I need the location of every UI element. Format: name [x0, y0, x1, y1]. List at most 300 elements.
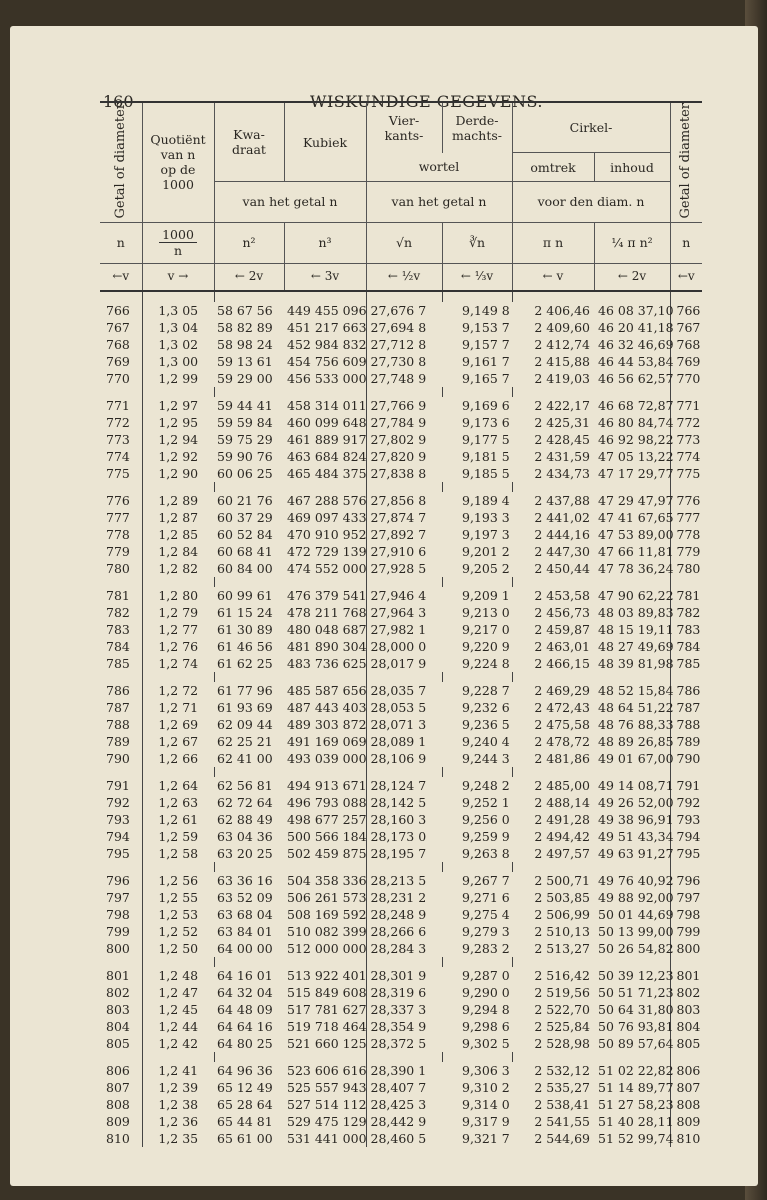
cell-omtrek: 2 409,60 [534, 319, 590, 335]
group-spacer [100, 862, 702, 872]
cell-sqrt: 28,301 9 [370, 967, 427, 983]
cell-kubiek: 512 000 000 [284, 940, 366, 957]
cell-inhoud: 51 40 28,11 [594, 1113, 670, 1130]
cell-omtrek: 2 466,15 [534, 655, 590, 671]
cell-kubiek: 451 217 663 [284, 319, 366, 336]
cell-n: 799 [106, 923, 130, 939]
cell-n: 777 [106, 509, 130, 525]
cell-omtrek: 2 453,58 [534, 587, 590, 603]
cell-cbrt: 9,213 0 [462, 604, 510, 620]
cell-cbrt: 9,298 6 [462, 1018, 510, 1034]
table-row [100, 906, 702, 923]
cell-cbrt: 9,236 5 [462, 716, 510, 732]
cell-inhoud: 49 01 67,00 [594, 750, 670, 767]
cell-inhoud: 50 64 31,80 [594, 1001, 670, 1018]
cell-omtrek: 2 541,55 [534, 1113, 590, 1129]
header-cirkel: Cirkel- [512, 102, 670, 153]
header-omtrek: omtrek [512, 153, 594, 182]
cell-quotient: 1,2 97 [142, 397, 214, 414]
header-inhoud: inhoud [594, 153, 670, 182]
table-row [100, 828, 702, 845]
cell-quotient: 1,2 94 [142, 431, 214, 448]
table-row [100, 492, 702, 509]
cell-kwadraat: 64 64 16 [217, 1018, 273, 1034]
cell-quotient: 1,2 44 [142, 1018, 214, 1035]
cell-quotient: 1,2 42 [142, 1035, 214, 1052]
cell-n-right: 787 [670, 699, 702, 716]
cell-n-right: 772 [670, 414, 702, 431]
cell-n: 767 [106, 319, 130, 335]
cell-quotient: 1,2 35 [142, 1130, 214, 1147]
cell-n-right: 786 [670, 682, 702, 699]
cell-n-right: 781 [670, 587, 702, 604]
cell-cbrt: 9,240 4 [462, 733, 510, 749]
cell-sqrt: 28,442 9 [370, 1113, 427, 1129]
cell-n-right: 773 [670, 431, 702, 448]
cell-sqrt: 28,017 9 [370, 655, 427, 671]
sym-n3: n³ [284, 222, 366, 263]
cell-n-right: 782 [670, 604, 702, 621]
cell-sqrt: 28,337 3 [370, 1001, 427, 1017]
cell-cbrt: 9,177 5 [462, 431, 510, 447]
cell-sqrt: 28,173 0 [370, 828, 427, 844]
cell-sqrt: 28,425 3 [370, 1096, 427, 1112]
cell-n: 802 [106, 984, 130, 1000]
cell-cbrt: 9,220 9 [462, 638, 510, 654]
cell-omtrek: 2 415,88 [534, 353, 590, 369]
cell-kwadraat: 60 37 29 [217, 509, 273, 525]
cell-cbrt: 9,275 4 [462, 906, 510, 922]
cell-omtrek: 2 519,56 [534, 984, 590, 1000]
table-row [100, 1001, 702, 1018]
cell-sqrt: 28,231 2 [370, 889, 427, 905]
cell-n: 797 [106, 889, 130, 905]
cell-omtrek: 2 491,28 [534, 811, 590, 827]
cell-n: 798 [106, 906, 130, 922]
cell-kubiek: 476 379 541 [284, 587, 366, 604]
cell-quotient: 1,2 66 [142, 750, 214, 767]
cell-n-right: 766 [670, 302, 702, 319]
sym-pi-n: π n [512, 222, 594, 263]
cell-inhoud: 50 26 54,82 [594, 940, 670, 957]
cell-n-right: 791 [670, 777, 702, 794]
cell-kubiek: 452 984 832 [284, 336, 366, 353]
cell-quotient: 1,2 92 [142, 448, 214, 465]
cell-n: 773 [106, 431, 130, 447]
cell-kubiek: 485 587 656 [284, 682, 366, 699]
cell-cbrt: 9,283 2 [462, 940, 510, 956]
cell-n-right: 803 [670, 1001, 702, 1018]
cell-n: 785 [106, 655, 130, 671]
arrow-3: ← 2v [214, 263, 284, 291]
cell-n: 774 [106, 448, 130, 464]
cell-n: 771 [106, 397, 130, 413]
cell-cbrt: 9,244 3 [462, 750, 510, 766]
cell-cbrt: 9,267 7 [462, 872, 510, 888]
arrow-5: ← ½v [366, 263, 442, 291]
cell-kubiek: 483 736 625 [284, 655, 366, 672]
table-row [100, 984, 702, 1001]
cell-kwadraat: 65 28 64 [217, 1096, 273, 1112]
cell-sqrt: 28,124 7 [370, 777, 427, 793]
cell-kubiek: 519 718 464 [284, 1018, 366, 1035]
cell-kubiek: 529 475 129 [284, 1113, 366, 1130]
cell-quotient: 1,2 95 [142, 414, 214, 431]
arrow-6: ← ⅓v [442, 263, 512, 291]
cell-n: 788 [106, 716, 130, 732]
group-spacer [100, 577, 702, 587]
cell-inhoud: 51 02 22,82 [594, 1062, 670, 1079]
cell-inhoud: 49 51 43,34 [594, 828, 670, 845]
cell-cbrt: 9,165 7 [462, 370, 510, 386]
cell-inhoud: 51 27 58,23 [594, 1096, 670, 1113]
table-row [100, 414, 702, 431]
table-row [100, 811, 702, 828]
table-row [100, 1018, 702, 1035]
table-row [100, 777, 702, 794]
cell-quotient: 1,2 48 [142, 967, 214, 984]
cell-kubiek: 472 729 139 [284, 543, 366, 560]
cell-sqrt: 28,266 6 [370, 923, 427, 939]
table-row [100, 655, 702, 672]
cell-omtrek: 2 522,70 [534, 1001, 590, 1017]
cell-cbrt: 9,263 8 [462, 845, 510, 861]
group-spacer [100, 957, 702, 967]
cell-sqrt: 28,407 7 [370, 1079, 427, 1095]
group-spacer [100, 482, 702, 492]
cell-quotient: 1,2 63 [142, 794, 214, 811]
cell-sqrt: 27,676 7 [370, 302, 427, 318]
cell-omtrek: 2 447,30 [534, 543, 590, 559]
cell-kwadraat: 60 52 84 [217, 526, 273, 542]
cell-sqrt: 27,784 9 [370, 414, 427, 430]
cell-kubiek: 513 922 401 [284, 967, 366, 984]
cell-kubiek: 470 910 952 [284, 526, 366, 543]
cell-n-right: 768 [670, 336, 702, 353]
table-row [100, 1130, 702, 1147]
cell-kwadraat: 62 09 44 [217, 716, 273, 732]
header-quotient: Quotiënt van n op de 1000 [142, 102, 214, 222]
cell-n-right: 801 [670, 967, 702, 984]
sym-n: n [100, 222, 142, 263]
cell-sqrt: 27,802 9 [370, 431, 427, 447]
cell-cbrt: 9,224 8 [462, 655, 510, 671]
cell-n: 806 [106, 1062, 130, 1078]
table-body [100, 291, 702, 1147]
cell-quotient: 1,3 02 [142, 336, 214, 353]
cell-quotient: 1,2 89 [142, 492, 214, 509]
cell-cbrt: 9,290 0 [462, 984, 510, 1000]
cell-n-right: 796 [670, 872, 702, 889]
cell-cbrt: 9,189 4 [462, 492, 510, 508]
table-row [100, 682, 702, 699]
header-van-het-getal-2: van het getal n [366, 182, 512, 222]
arrow-1: ←v [100, 263, 142, 291]
cell-n: 775 [106, 465, 130, 481]
cell-n-right: 780 [670, 560, 702, 577]
cell-kwadraat: 61 77 96 [217, 682, 273, 698]
cell-quotient: 1,2 45 [142, 1001, 214, 1018]
cell-kubiek: 493 039 000 [284, 750, 366, 767]
cell-cbrt: 9,321 7 [462, 1130, 510, 1146]
cell-n: 776 [106, 492, 130, 508]
cell-sqrt: 28,195 7 [370, 845, 427, 861]
cell-n: 807 [106, 1079, 130, 1095]
cell-n-right: 769 [670, 353, 702, 370]
sym-sqrt: √n [366, 222, 442, 263]
header-kubiek: Kubiek [284, 102, 366, 182]
cell-cbrt: 9,314 0 [462, 1096, 510, 1112]
cell-omtrek: 2 469,29 [534, 682, 590, 698]
table-row [100, 319, 702, 336]
cell-n: 779 [106, 543, 130, 559]
cell-cbrt: 9,252 1 [462, 794, 510, 810]
cell-quotient: 1,2 58 [142, 845, 214, 862]
cell-kubiek: 531 441 000 [284, 1130, 366, 1147]
arrow-8: ← 2v [594, 263, 670, 291]
table-row [100, 397, 702, 414]
cell-sqrt: 28,354 9 [370, 1018, 427, 1034]
cell-cbrt: 9,248 2 [462, 777, 510, 793]
cell-kubiek: 515 849 608 [284, 984, 366, 1001]
cell-kwadraat: 59 29 00 [217, 370, 273, 386]
cell-kwadraat: 61 93 69 [217, 699, 273, 715]
cell-quotient: 1,2 99 [142, 370, 214, 387]
cell-n-right: 770 [670, 370, 702, 387]
cell-quotient: 1,3 05 [142, 302, 214, 319]
cell-n: 789 [106, 733, 130, 749]
cell-n-right: 776 [670, 492, 702, 509]
cell-omtrek: 2 497,57 [534, 845, 590, 861]
cell-omtrek: 2 428,45 [534, 431, 590, 447]
cell-quotient: 1,2 84 [142, 543, 214, 560]
cell-n: 766 [106, 302, 130, 318]
cell-omtrek: 2 500,71 [534, 872, 590, 888]
cell-kubiek: 517 781 627 [284, 1001, 366, 1018]
cell-sqrt: 28,213 5 [370, 872, 427, 888]
cell-cbrt: 9,310 2 [462, 1079, 510, 1095]
cell-inhoud: 50 89 57,64 [594, 1035, 670, 1052]
cell-cbrt: 9,205 2 [462, 560, 510, 576]
cell-kubiek: 523 606 616 [284, 1062, 366, 1079]
cell-kubiek: 449 455 096 [284, 302, 366, 319]
cell-inhoud: 47 90 62,22 [594, 587, 670, 604]
page-number: 160 [103, 92, 134, 111]
cell-inhoud: 49 14 08,71 [594, 777, 670, 794]
cell-kwadraat: 64 48 09 [217, 1001, 273, 1017]
cell-n-right: 775 [670, 465, 702, 482]
arrow-2: v → [142, 263, 214, 291]
cell-cbrt: 9,173 6 [462, 414, 510, 430]
cell-omtrek: 2 535,27 [534, 1079, 590, 1095]
cell-kwadraat: 60 06 25 [217, 465, 273, 481]
cell-n-right: 807 [670, 1079, 702, 1096]
table-row [100, 1079, 702, 1096]
cell-omtrek: 2 485,00 [534, 777, 590, 793]
group-spacer [100, 291, 702, 302]
cell-quotient: 1,2 55 [142, 889, 214, 906]
cell-quotient: 1,2 41 [142, 1062, 214, 1079]
header-voor-den-diam: voor den diam. n [512, 182, 670, 222]
table-row [100, 509, 702, 526]
cell-quotient: 1,2 38 [142, 1096, 214, 1113]
cell-sqrt: 27,766 9 [370, 397, 427, 413]
table-row [100, 604, 702, 621]
cell-n-right: 788 [670, 716, 702, 733]
cell-n: 772 [106, 414, 130, 430]
cell-inhoud: 46 32 46,69 [594, 336, 670, 353]
cell-omtrek: 2 419,03 [534, 370, 590, 386]
cell-quotient: 1,2 50 [142, 940, 214, 957]
cell-kubiek: 521 660 125 [284, 1035, 366, 1052]
cell-kubiek: 525 557 943 [284, 1079, 366, 1096]
cell-kubiek: 478 211 768 [284, 604, 366, 621]
cell-inhoud: 46 68 72,87 [594, 397, 670, 414]
cell-cbrt: 9,259 9 [462, 828, 510, 844]
header-van-het-getal-1: van het getal n [214, 182, 366, 222]
cell-kwadraat: 62 41 00 [217, 750, 273, 766]
cell-inhoud: 47 53 89,00 [594, 526, 670, 543]
running-head: WISKUNDIGE GEGEVENS. [310, 92, 543, 111]
cell-inhoud: 46 92 98,22 [594, 431, 670, 448]
table-row [100, 940, 702, 957]
cell-n: 804 [106, 1018, 130, 1034]
arrow-9: ←v [670, 263, 702, 291]
cell-sqrt: 27,874 7 [370, 509, 427, 525]
cell-omtrek: 2 456,73 [534, 604, 590, 620]
cell-cbrt: 9,185 5 [462, 465, 510, 481]
table-row [100, 1035, 702, 1052]
cell-omtrek: 2 503,85 [534, 889, 590, 905]
cell-sqrt: 28,142 5 [370, 794, 427, 810]
cell-inhoud: 49 38 96,91 [594, 811, 670, 828]
cell-n-right: 800 [670, 940, 702, 957]
cell-inhoud: 50 76 93,81 [594, 1018, 670, 1035]
cell-cbrt: 9,217 0 [462, 621, 510, 637]
cell-inhoud: 49 26 52,00 [594, 794, 670, 811]
cell-quotient: 1,2 71 [142, 699, 214, 716]
cell-n: 790 [106, 750, 130, 766]
cell-kwadraat: 63 20 25 [217, 845, 273, 861]
cell-cbrt: 9,287 0 [462, 967, 510, 983]
cell-inhoud: 47 41 67,65 [594, 509, 670, 526]
cell-n: 793 [106, 811, 130, 827]
cell-sqrt: 27,694 8 [370, 319, 427, 335]
cell-sqrt: 27,946 4 [370, 587, 427, 603]
cell-kubiek: 465 484 375 [284, 465, 366, 482]
cell-n: 784 [106, 638, 130, 654]
table-row [100, 587, 702, 604]
cell-kubiek: 458 314 011 [284, 397, 366, 414]
cell-n-right: 795 [670, 845, 702, 862]
cell-omtrek: 2 513,27 [534, 940, 590, 956]
cell-cbrt: 9,149 8 [462, 302, 510, 318]
cell-n: 770 [106, 370, 130, 386]
cell-inhoud: 48 89 26,85 [594, 733, 670, 750]
table-row [100, 560, 702, 577]
sym-quarter-pi-n2: ¼ π n² [594, 222, 670, 263]
table-row [100, 543, 702, 560]
table-row [100, 889, 702, 906]
cell-quotient: 1,2 74 [142, 655, 214, 672]
cell-inhoud: 50 13 99,00 [594, 923, 670, 940]
cell-omtrek: 2 506,99 [534, 906, 590, 922]
cell-n: 786 [106, 682, 130, 698]
table-row [100, 794, 702, 811]
cell-kubiek: 500 566 184 [284, 828, 366, 845]
cell-n: 796 [106, 872, 130, 888]
cell-inhoud: 47 78 36,24 [594, 560, 670, 577]
table-row [100, 465, 702, 482]
group-spacer [100, 672, 702, 682]
cell-cbrt: 9,302 5 [462, 1035, 510, 1051]
cell-n-right: 808 [670, 1096, 702, 1113]
cell-kubiek: 460 099 648 [284, 414, 366, 431]
cell-inhoud: 48 03 89,83 [594, 604, 670, 621]
cell-cbrt: 9,181 5 [462, 448, 510, 464]
sym-cbrt: ∛n [442, 222, 512, 263]
cell-sqrt: 28,284 3 [370, 940, 427, 956]
cell-n: 787 [106, 699, 130, 715]
cell-n-right: 789 [670, 733, 702, 750]
cell-kubiek: 463 684 824 [284, 448, 366, 465]
cell-kubiek: 474 552 000 [284, 560, 366, 577]
cell-inhoud: 47 05 13,22 [594, 448, 670, 465]
cell-sqrt: 27,982 1 [370, 621, 427, 637]
cell-quotient: 1,2 82 [142, 560, 214, 577]
cell-omtrek: 2 434,73 [534, 465, 590, 481]
arrow-7: ← v [512, 263, 594, 291]
cell-kubiek: 491 169 069 [284, 733, 366, 750]
cell-omtrek: 2 412,74 [534, 336, 590, 352]
cell-kwadraat: 62 25 21 [217, 733, 273, 749]
table-row [100, 1062, 702, 1079]
cell-quotient: 1,3 04 [142, 319, 214, 336]
cell-omtrek: 2 431,59 [534, 448, 590, 464]
cell-kubiek: 467 288 576 [284, 492, 366, 509]
cell-quotient: 1,2 67 [142, 733, 214, 750]
cell-sqrt: 28,000 0 [370, 638, 427, 654]
cell-cbrt: 9,201 2 [462, 543, 510, 559]
cell-n: 809 [106, 1113, 130, 1129]
cell-inhoud: 46 08 37,10 [594, 302, 670, 319]
table-row [100, 526, 702, 543]
cell-n-right: 799 [670, 923, 702, 940]
cell-sqrt: 27,730 8 [370, 353, 427, 369]
cell-kwadraat: 61 15 24 [217, 604, 273, 620]
cell-sqrt: 27,820 9 [370, 448, 427, 464]
cell-n: 803 [106, 1001, 130, 1017]
table-row [100, 733, 702, 750]
cell-n: 778 [106, 526, 130, 542]
table-row [100, 845, 702, 862]
cell-n-right: 802 [670, 984, 702, 1001]
table-row [100, 967, 702, 984]
cell-kwadraat: 61 46 56 [217, 638, 273, 654]
table-row [100, 716, 702, 733]
cell-n-right: 806 [670, 1062, 702, 1079]
cell-kubiek: 481 890 304 [284, 638, 366, 655]
cell-omtrek: 2 437,88 [534, 492, 590, 508]
cell-n: 810 [106, 1130, 130, 1146]
table-row [100, 923, 702, 940]
cell-omtrek: 2 459,87 [534, 621, 590, 637]
cell-kwadraat: 64 80 25 [217, 1035, 273, 1051]
cell-omtrek: 2 472,43 [534, 699, 590, 715]
cell-quotient: 1,2 52 [142, 923, 214, 940]
cell-kwadraat: 60 84 00 [217, 560, 273, 576]
cell-sqrt: 28,390 1 [370, 1062, 427, 1078]
